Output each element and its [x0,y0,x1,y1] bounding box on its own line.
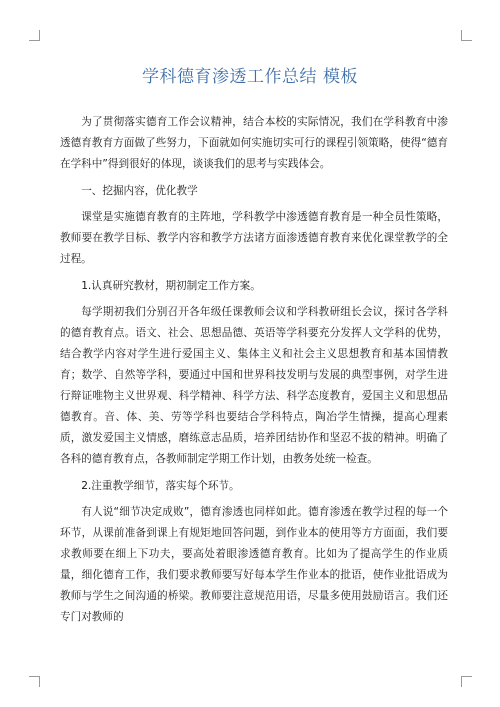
body-paragraph: 有人说“细节决定成败”，德育渗透也同样如此。德育渗透在教学过程的每一个环节，从课前准备到课上有规矩地回答问题，到作业本的使用等方方面面，我们要求教师要在细上下功夫，要高处着眼渗透德育教育。比如为了提高学生的作业质量，细化德育工作，我们要求教师要写好每本学生作业本的批语，使作业批语成为教师与学生之间沟通的桥梁。教师要注意规范用语，尽量多使用鼓励语言。我们还专门对教师的 [60,506,448,623]
crop-mark-top-left [29,30,40,41]
subsection-heading-2: 2.注重教学细节，落实每个环节。 [81,479,240,492]
subsection-heading-1: 1.认真研究教材，期初制定工作方案。 [81,279,261,292]
body-paragraph: 每学期初我们分别召开各年级任课教师会议和学科教研组长会议，探讨各学科的德育教育点。语文、社会、思想品德、英语等学科要充分发挥人文学科的优势，结合教学内容对学生进行爱国主义、集体主义和社会主义思想教育和基本国情教育；数学、自然等学科，要通过中国和世界科技发明与发展的典型事例，对学生进行辩证唯物主义世界观、科学精神、科学方法、科学态度教育，爱国主义和思想品德教育。音、体、美、劳等学科也要结合学科特点，陶冶学生情操，提高心理素质，激发爱国主义情感，磨练意志品质，培养团结协作和坚忍不拔的精神。明确了各科的德育教育点，各教师制定学期工作计划，由教务处统一检查。 [60,306,448,465]
document-title: 学科德育渗透工作总结 模板 [142,67,358,87]
crop-mark-bottom-right [461,676,472,687]
body-paragraph: 课堂是实施德育教育的主阵地，学科教学中渗透德育教育是一种全员性策略，教师要在教学目标、教学内容和教学方法诸方面渗透德育教育来优化课堂教学的全过程。 [60,211,448,265]
crop-mark-bottom-left [29,676,40,687]
crop-mark-top-right [461,30,472,41]
document-body [60,112,448,634]
section-heading-1: 一、挖掘内容，优化教学 [81,184,198,197]
intro-paragraph: 为了贯彻落实德育工作会议精神，结合本校的实际情况，我们在学科教育中渗透德育教育方面做了些努力，下面就如何实施切实可行的课程引领策略，使得“德育在学科中”得到很好的体现，谈谈我们的思考与实践体会。 [60,116,448,170]
